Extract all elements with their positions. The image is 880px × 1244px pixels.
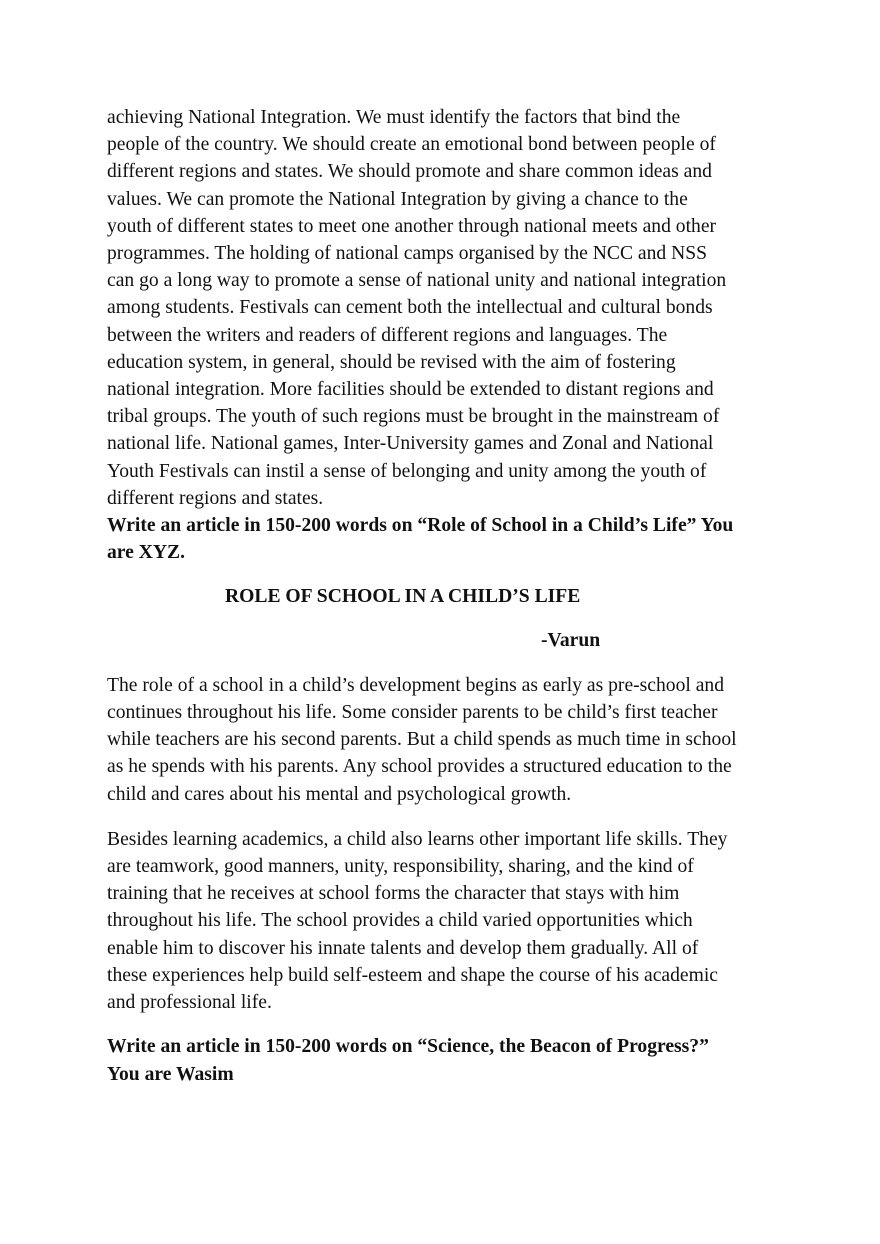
- article-prompt-science: Write an article in 150-200 words on “Science, the Beacon of Progress?” You are Wasim: [107, 1036, 709, 1085]
- article-prompt-school: Write an article in 150-200 words on “Role of School in a Child’s Life” You are XYZ.: [107, 515, 734, 564]
- document-page: [107, 104, 775, 1088]
- article-paragraph-2: Besides learning academics, a child also learns other important life skills. They are teamwork, good manners, unity, responsibility, sharing, and the kind of training that he receives at school forms the character that stays with him throughout his life. The school provides a child varied opportunities which enable him to discover his innate talents and develop them gradually. All of these experiences help build self-esteem and shape the course of his academic and professional life.: [107, 828, 728, 1014]
- article-author: -Varun: [541, 629, 601, 651]
- article-paragraph-1: The role of a school in a child’s development begins as early as pre-school and continues throughout his life. Some consider parents to be child’s first teacher while teachers are his second parents. But a child spends as much time in school as he spends with his parents. Any school provides a structured education to the child and cares about his mental and psychological growth.: [107, 674, 737, 805]
- article-title: ROLE OF SCHOOL IN A CHILD’S LIFE: [225, 586, 581, 608]
- national-integration-paragraph: achieving National Integration. We must identify the factors that bind the people of the country. We should create an emotional bond between people of different regions and states. We should promote and share common ideas and values. We can promote the National Integration by giving a chance to the youth of different states to meet one another through national meets and other programmes. The holding of national camps organised by the NCC and NSS can go a long way to promote a sense of national unity and national integration among students. Festivals can cement both the intellectual and cultural bonds between the writers and readers of different regions and languages. The education system, in general, should be revised with the aim of fostering national integration. More facilities should be extended to distant regions and tribal groups. The youth of such regions must be brought in the mainstream of national life. National games, Inter-University games and Zonal and National Youth Festivals can instil a sense of belonging and unity among the youth of different regions and states.: [107, 107, 727, 509]
